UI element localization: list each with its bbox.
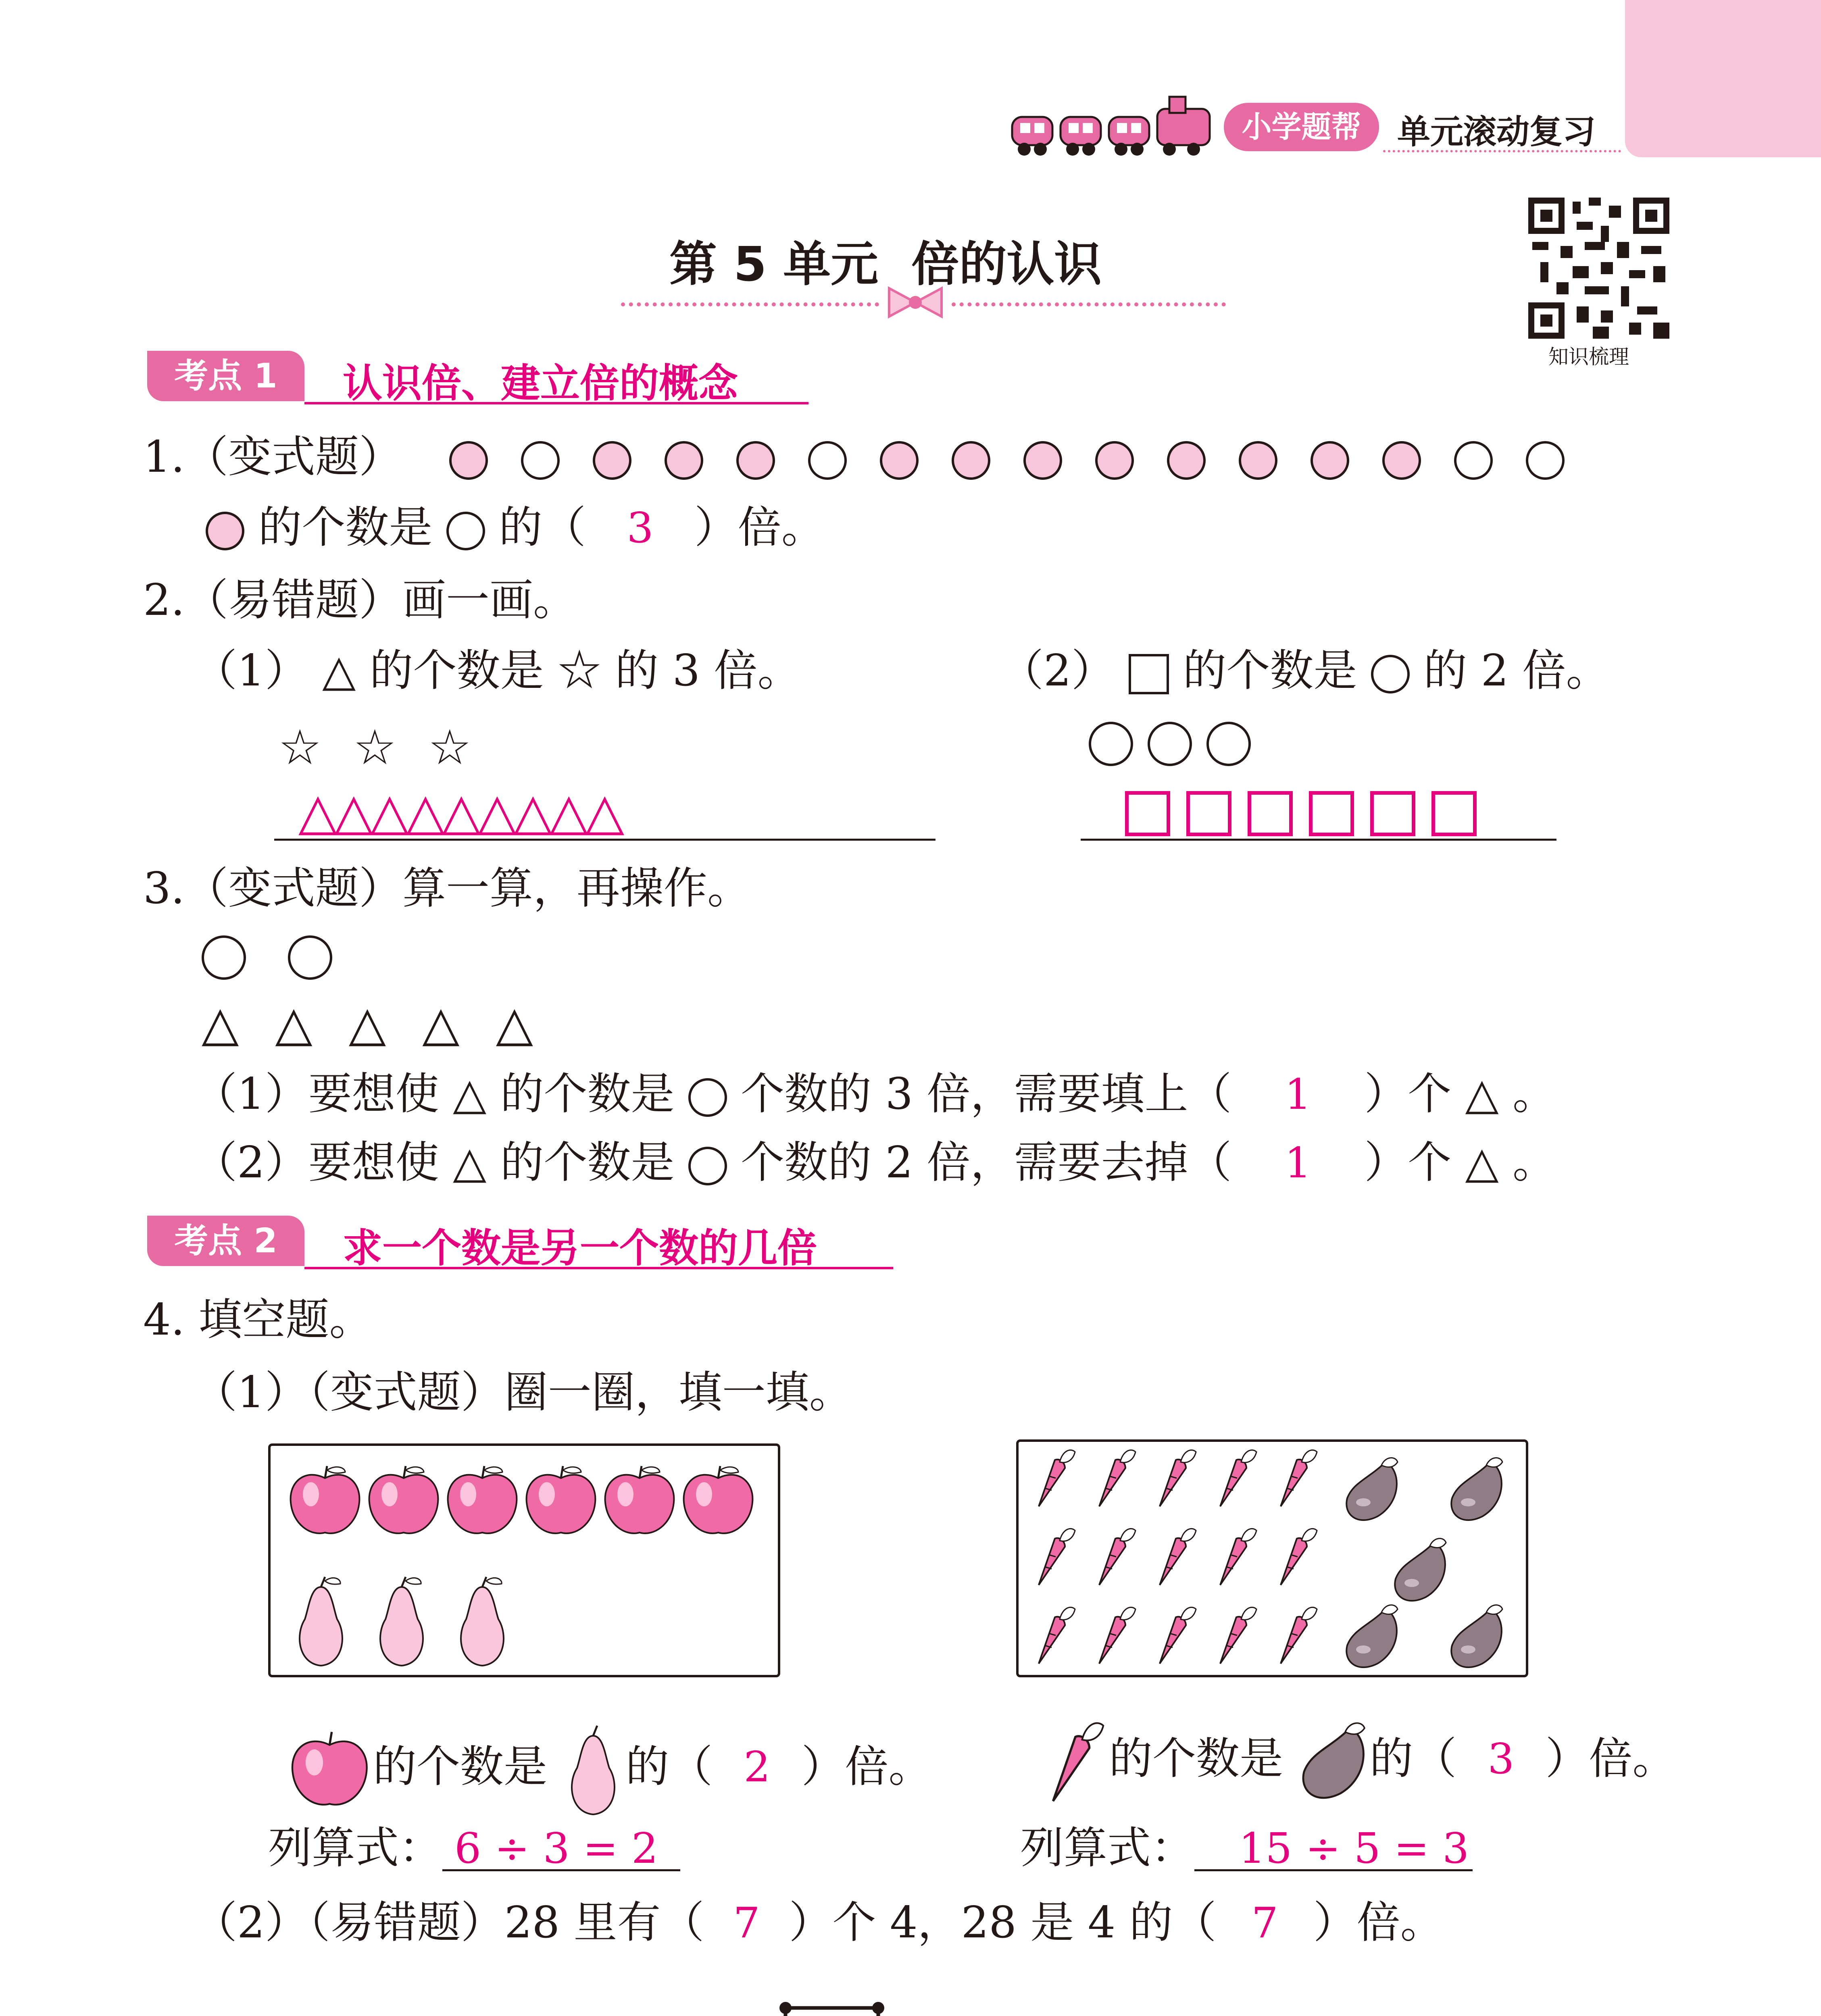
kaodian-badge: 考点 2 (147, 1216, 304, 1266)
q3-p1-d: ）个 (1364, 1069, 1452, 1119)
q2-part1 (194, 646, 801, 696)
q4-part1-head: （1）（变式题）圈一圈，填一填。 (194, 1367, 853, 1418)
q4-p1-left-b: 的（ (625, 1741, 713, 1792)
filled-circle-icon (593, 441, 631, 480)
answer-square-icon (1248, 791, 1293, 836)
q3-p1-e: 。 (1513, 1069, 1556, 1119)
empty-circle-icon (688, 1078, 727, 1117)
q2-p2-num: （2） (1000, 646, 1115, 696)
q1-text-b: 的（ (499, 502, 586, 553)
q4-p1-right-b: 的（ (1369, 1733, 1457, 1784)
filled-circle-icon (952, 441, 990, 480)
empty-circle-icon (808, 441, 847, 480)
formula-label: 列算式： (1020, 1823, 1195, 1873)
q4-p1-left-formula (268, 1823, 680, 1873)
empty-circle-icon (446, 512, 485, 550)
pear-icon (380, 1577, 423, 1666)
triangle-icon: △ (322, 646, 356, 696)
fruit-picture-box (268, 1443, 780, 1677)
q3-p2-answer: 1 (1284, 1138, 1311, 1187)
q3-p1-answer: 1 (1284, 1070, 1311, 1119)
q3-p2-b: 的个数是 (500, 1137, 675, 1188)
q2-p2-answer-line (1081, 839, 1556, 841)
carrot-icon (1099, 1607, 1136, 1664)
apple-icon (605, 1466, 674, 1533)
q4-p1-right-formula (1020, 1823, 1473, 1873)
carrots-eggplants-illustration (1019, 1442, 1526, 1675)
carrot-icon (1039, 1529, 1075, 1585)
apple-icon (527, 1466, 596, 1533)
carrot-icon (1220, 1607, 1256, 1664)
title-dots-right (952, 302, 1226, 306)
star-row: ☆ ☆ ☆ (278, 720, 480, 776)
filled-circle-icon (1095, 441, 1134, 480)
filled-circle-icon (1239, 441, 1277, 480)
q4-p1-left-answer (288, 1722, 932, 1818)
q4-p2-answer-1: 7 (733, 1898, 760, 1947)
q4-p2-a: （2）（易错题）28 里有（ (194, 1897, 704, 1948)
q2-p1-text-a: 的个数是 (369, 646, 544, 696)
carrot-icon (1281, 1450, 1317, 1506)
empty-circle-icon (202, 935, 246, 980)
section-title: 求一个数是另一个数的几倍 (343, 1225, 817, 1271)
formula-answer: 15 ÷ 5 = 3 (1194, 1827, 1473, 1871)
q3-p2-c: 个数的 2 倍，需要去掉（ (741, 1137, 1232, 1188)
carrot-icon (1099, 1450, 1136, 1506)
filled-circle-icon (1023, 441, 1062, 480)
carrot-icon (1281, 1529, 1317, 1585)
q3-p2-e: 。 (1513, 1137, 1556, 1188)
circle-row (416, 432, 1565, 482)
q1-text-c: ）倍。 (694, 502, 825, 553)
answer-square-icon (1309, 791, 1354, 836)
filled-circle-icon (206, 512, 244, 550)
carrot-icon (1160, 1450, 1196, 1506)
q3-p1-b: 的个数是 (500, 1069, 675, 1119)
empty-circle-icon (288, 935, 332, 980)
apple-icon (684, 1466, 753, 1533)
circle-row-given (1089, 722, 1251, 766)
question-4: 4. 填空题。 (143, 1295, 373, 1345)
triangle-icon: △ (453, 1137, 487, 1188)
empty-circle-icon (1089, 722, 1133, 766)
q3-part1 (194, 1069, 1556, 1119)
q3-circle-row (202, 935, 332, 980)
q1-prefix: 1.（变式题） (143, 432, 403, 482)
apple-icon (448, 1466, 517, 1533)
eggplant-icon (1346, 1458, 1398, 1520)
q4-p2-c: ）倍。 (1313, 1897, 1444, 1948)
pear-icon (461, 1577, 504, 1666)
header-dotted-line (1383, 150, 1621, 152)
filled-circle-icon (665, 441, 703, 480)
q2-p2-text-b: 的 2 倍。 (1423, 646, 1610, 696)
pear-icon (300, 1577, 342, 1666)
eggplant-icon (1346, 1605, 1398, 1668)
eggplant-icon (1451, 1458, 1502, 1520)
question-2: 2.（易错题）画一画。 (143, 575, 577, 625)
triangle-icon: △ (1465, 1069, 1499, 1119)
q3-p1-c: 个数的 3 倍，需要填上（ (741, 1069, 1232, 1119)
empty-circle-icon (1526, 441, 1565, 480)
carrot-icon (1281, 1607, 1317, 1664)
apple-icon (369, 1466, 438, 1533)
filled-circle-icon (1311, 441, 1349, 480)
filled-circle-icon (1167, 441, 1206, 480)
unit-title: 第 5 单元 倍的认识 (669, 236, 1102, 292)
empty-circle-icon (1148, 722, 1192, 766)
vegetable-picture-box (1016, 1439, 1528, 1677)
carrot-icon (1160, 1529, 1196, 1585)
eggplant-icon (1395, 1539, 1446, 1601)
q3-p2-d: ）个 (1364, 1137, 1452, 1188)
carrot-icon (1039, 1607, 1075, 1664)
pear-icon (561, 1722, 625, 1818)
brand-badge: 小学题帮 (1224, 103, 1379, 151)
triangle-icon: △ (1465, 1137, 1499, 1188)
q1-text-a: 的个数是 (258, 502, 433, 553)
eggplant-icon (1297, 1710, 1369, 1814)
empty-circle-icon (521, 441, 560, 480)
q4-p2-answer-2: 7 (1251, 1898, 1278, 1947)
q4-p1-right-answer (1036, 1710, 1676, 1814)
question-1 (143, 432, 1565, 482)
q4-part3 (194, 2000, 1658, 2016)
q3-part2 (194, 1137, 1556, 1188)
q4-p2-b: ）个 4，28 是 4 的（ (789, 1897, 1217, 1948)
empty-circle-icon (1206, 722, 1251, 766)
title-dots-left (621, 302, 879, 306)
apples-pears-illustration (271, 1446, 778, 1675)
q4-p1-right-answer-value: 3 (1488, 1734, 1515, 1784)
answer-square-icon (1431, 791, 1477, 836)
corner-tab (1625, 0, 1821, 157)
apple-icon (288, 1730, 373, 1810)
empty-circle-icon (1454, 441, 1493, 480)
filled-circle-icon (1382, 441, 1421, 480)
q4-p1-right-c: ）倍。 (1545, 1733, 1676, 1784)
q2-p1-text-b: 的 3 倍。 (615, 646, 801, 696)
q2-p1-answer-line (274, 839, 936, 841)
question-1-line2 (206, 502, 825, 553)
filled-circle-icon (880, 441, 919, 480)
q2-p1-answer: △△△△△△△△△ (298, 782, 621, 841)
filled-circle-icon (736, 441, 775, 480)
carrot-icon (1220, 1450, 1256, 1506)
q4-p1-left-answer-value: 2 (744, 1742, 771, 1792)
carrot-icon (1220, 1529, 1256, 1585)
square-icon (1129, 654, 1169, 694)
section-title: 认识倍、建立倍的概念 (343, 360, 738, 406)
triangle-icon: △ (453, 1069, 487, 1119)
star-icon: ☆ (557, 646, 601, 696)
section-underline (304, 1267, 893, 1269)
formula-label: 列算式： (268, 1823, 443, 1873)
answer-square-icon (1370, 791, 1415, 836)
q3-p2-a: （2）要想使 (194, 1137, 439, 1188)
train-icon (1008, 93, 1218, 161)
carrot-icon (1036, 1714, 1109, 1810)
section-label: 单元滚动复习 (1397, 113, 1596, 151)
answer-square-icon (1125, 791, 1170, 836)
q4-part2 (194, 1897, 1444, 1948)
stick-square-icon (777, 2000, 886, 2016)
bow-icon (883, 282, 948, 323)
qr-code-icon (1528, 198, 1669, 339)
q2-p2-text-a: 的个数是 (1183, 646, 1357, 696)
q2-part2 (1000, 646, 1610, 696)
answer-square-icon (1186, 791, 1231, 836)
q3-p1-a: （1）要想使 (194, 1069, 439, 1119)
carrot-icon (1099, 1529, 1136, 1585)
apple-icon (291, 1466, 360, 1533)
q2-p2-answer (1125, 791, 1493, 836)
kaodian-badge: 考点 1 (147, 351, 304, 401)
q2-p1-num: （1） (194, 646, 308, 696)
q4-p1-right-a: 的个数是 (1109, 1733, 1283, 1784)
eggplant-icon (1451, 1605, 1502, 1668)
carrot-icon (1039, 1450, 1075, 1506)
q4-p1-left-a: 的个数是 (373, 1741, 548, 1792)
question-3: 3.（变式题）算一算，再操作。 (143, 863, 751, 914)
qr-label: 知识梳理 (1548, 345, 1629, 369)
section-underline (304, 402, 808, 404)
filled-circle-icon (449, 441, 488, 480)
carrot-icon (1160, 1607, 1196, 1664)
q4-p1-left-c: ）倍。 (801, 1741, 932, 1792)
empty-circle-icon (1371, 655, 1410, 694)
empty-circle-icon (688, 1147, 727, 1185)
q1-answer: 3 (627, 503, 654, 552)
formula-answer: 6 ÷ 3 = 2 (442, 1827, 680, 1871)
q3-triangle-row: △ △ △ △ △ (202, 996, 544, 1052)
